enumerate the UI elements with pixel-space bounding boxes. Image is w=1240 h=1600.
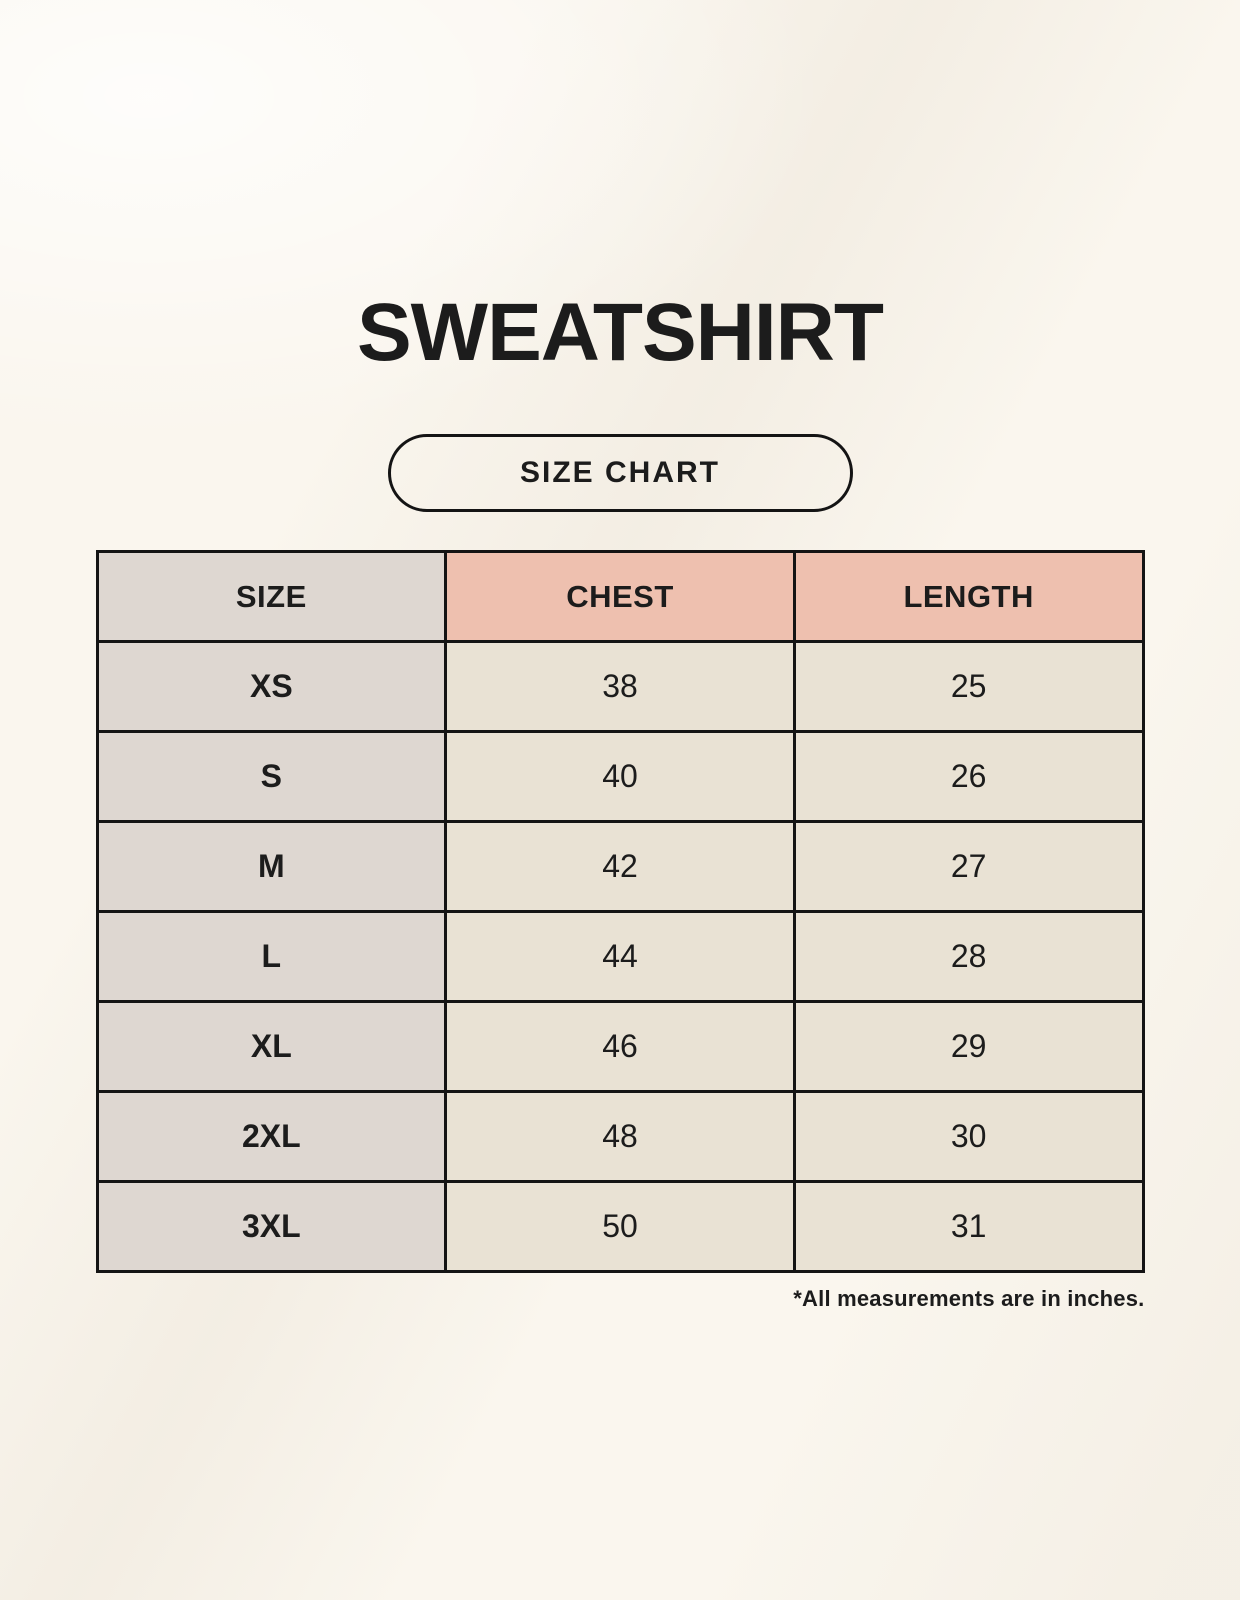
- length-cell: 27: [794, 822, 1143, 912]
- size-table: [96, 550, 1145, 1273]
- table-row: [97, 732, 1143, 822]
- chest-cell: 40: [446, 732, 795, 822]
- size-cell: L: [97, 912, 446, 1002]
- table-row: [97, 642, 1143, 732]
- chest-cell: 50: [446, 1182, 795, 1272]
- measurement-note: *All measurements are in inches.: [793, 1286, 1145, 1311]
- chest-cell: 46: [446, 1002, 795, 1092]
- length-cell: 25: [794, 642, 1143, 732]
- length-cell: 28: [794, 912, 1143, 1002]
- col-header-chest: CHEST: [446, 552, 795, 642]
- chest-cell: 44: [446, 912, 795, 1002]
- col-header-length: LENGTH: [794, 552, 1143, 642]
- table-row: [97, 912, 1143, 1002]
- chest-cell: 48: [446, 1092, 795, 1182]
- length-cell: 26: [794, 732, 1143, 822]
- size-chart-badge: [388, 434, 853, 512]
- size-cell: 2XL: [97, 1092, 446, 1182]
- length-cell: 30: [794, 1092, 1143, 1182]
- size-cell: M: [97, 822, 446, 912]
- table-row: [97, 1092, 1143, 1182]
- size-cell: S: [97, 732, 446, 822]
- table-row: [97, 1002, 1143, 1092]
- size-cell: XL: [97, 1002, 446, 1092]
- length-cell: 29: [794, 1002, 1143, 1092]
- chest-cell: 38: [446, 642, 795, 732]
- length-cell: 31: [794, 1182, 1143, 1272]
- chest-cell: 42: [446, 822, 795, 912]
- size-cell: 3XL: [97, 1182, 446, 1272]
- table-header-row: [97, 552, 1143, 642]
- col-header-size: SIZE: [97, 552, 446, 642]
- size-table-body: [97, 642, 1143, 1272]
- page-title: SWEATSHIRT: [356, 287, 883, 378]
- size-cell: XS: [97, 642, 446, 732]
- size-chart-badge-label: SIZE CHART: [520, 456, 720, 489]
- table-row: [97, 822, 1143, 912]
- table-row: [97, 1182, 1143, 1272]
